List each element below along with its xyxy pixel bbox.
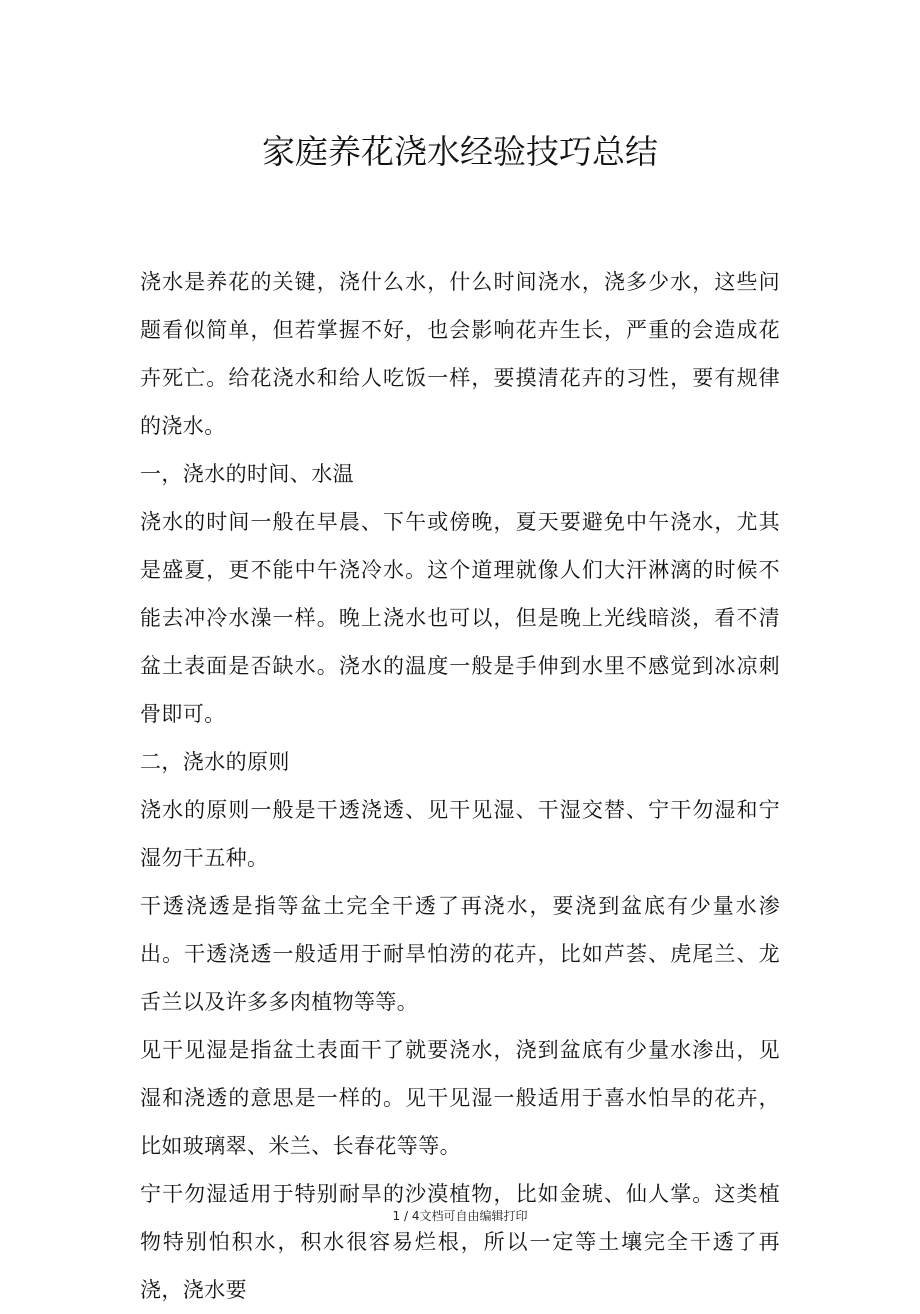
- paragraph-dry-thorough: 干透浇透是指等盆土完全干透了再浇水，要浇到盆底有少量水渗出。干透浇透一般适用于耐旱怕涝的花卉，比如芦荟、虎尾兰、龙舌兰以及许多多肉植物等等。: [140, 894, 780, 1014]
- paragraph-dry-wet: 见干见湿是指盆土表面干了就要浇水，浇到盆底有少量水渗出，见湿和浇透的意思是一样的。见干见湿一般适用于喜水怕旱的花卉，比如玻璃翠、米兰、长春花等等。: [140, 1038, 780, 1158]
- section-heading-principles: 二，浇水的原则: [140, 750, 290, 774]
- document-title: 家庭养花浇水经验技巧总结: [262, 132, 658, 171]
- paragraph-timing: 浇水的时间一般在早晨、下午或傍晚，夏天要避免中午浇水，尤其是盛夏，更不能中午浇冷水。这个道理就像人们大汗淋漓的时候不能去冲冷水澡一样。晚上浇水也可以，但是晚上光线暗淡，看不清盆土表面是否缺水。浇水的温度一般是手伸到水里不感觉到冰凉刺骨即可。: [140, 510, 780, 726]
- paragraph-intro: 浇水是养花的关键，浇什么水，什么时间浇水，浇多少水，这些问题看似简单，但若掌握不好，也会影响花卉生长，严重的会造成花卉死亡。给花浇水和给人吃饭一样，要摸清花卉的习性，要有规律的浇水。: [140, 270, 780, 438]
- document-body: [140, 258, 780, 1314]
- paragraph-principles: 浇水的原则一般是干透浇透、见干见湿、干湿交替、宁干勿湿和宁湿勿干五种。: [140, 798, 780, 870]
- section-heading-timing: 一，浇水的时间、水温: [140, 462, 354, 486]
- page-footer: 1 / 4文档可自由编辑打印: [392, 1209, 528, 1223]
- paragraph-prefer-dry: 宁干勿湿适用于特别耐旱的沙漠植物，比如金琥、仙人掌。这类植物特别怕积水，积水很容易烂根，所以一定等土壤完全干透了再浇，浇水要: [140, 1182, 780, 1302]
